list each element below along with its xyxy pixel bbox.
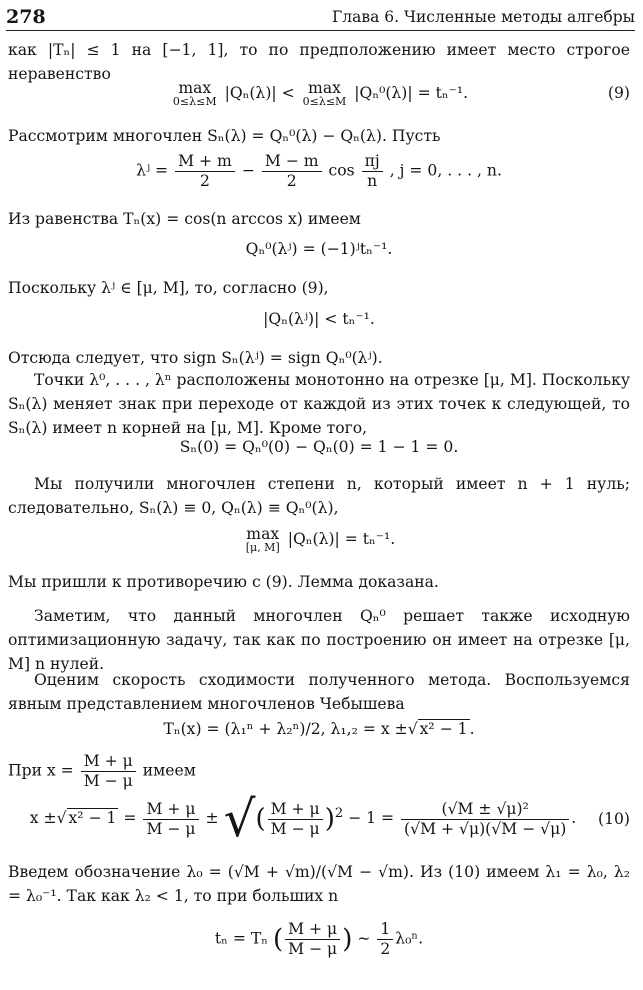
equation-number-9: (9) [607, 84, 630, 102]
paragraph-5: Отсюда следует, что sign Sₙ(λʲ) = sign Qₙ⁰(λʲ). [8, 349, 383, 367]
max-operator: max [μ, M] [245, 525, 280, 554]
running-header [6, 4, 635, 31]
equation-s0: Sₙ(0) = Qₙ⁰(0) − Qₙ(0) = 1 − 1 = 0. [179, 438, 459, 456]
paragraph-9: Заметим, что данный многочлен Qₙ⁰ решает также исходную оптимизационную задачу, так как по построению он имеет на отрезке [μ, M] n нулей. [8, 607, 630, 673]
paragraph-3: Из равенства Tₙ(x) = cos(n arccos x) имеем [8, 210, 361, 228]
paragraph-10: Оценим скорость сходимости полученного метода. Воспользуемся явным представлением многочленов Чебышева [8, 671, 630, 713]
equation-chebyshev: Tₙ(x) = (λ₁ⁿ + λ₂ⁿ)/2, λ₁,₂ = x ±√ x² − 1 . [163, 720, 475, 738]
equation-tn-asymptotic: tₙ = Tₙ ( $\frac{M + \mu}{M - \mu}$ ) ∼ $\frac{1}{2}$ λ₀ⁿ. [214, 920, 424, 958]
equation-max-qn: max [μ, M] |Qₙ(λ)| = tₙ⁻¹. [245, 525, 396, 554]
equation-number-10: (10) [597, 810, 630, 828]
equation-9 [8, 80, 630, 108]
equation-lambda-j: λʲ = $\frac{M + m}{2}$ − $\frac{M - m}{2}$ cos $\frac{\pi j}{n}$ , j = 0, . . . , n. [136, 152, 502, 190]
equation-q0: Qₙ⁰(λʲ) = (−1)ʲtₙ⁻¹. [245, 240, 393, 258]
max-operator: max 0≤λ≤M [302, 79, 347, 108]
eq9-rhs: |Qₙ⁰(λ)| = tₙ⁻¹. [354, 84, 469, 102]
equation-10: x ±√ x² − 1 = $\frac{M + \mu}{M - \mu}$ ± √( $\frac{M + \mu}{M - \mu}$ )$^2$ − 1 = $\frac{\text{(√M ± √μ)²}}{(√M + √\mu)(√M - √\mu)}$ . [29, 790, 577, 848]
paragraph-4: Поскольку λʲ ∈ [μ, M], то, согласно (9), [8, 279, 329, 297]
eq9-lhs: |Qₙ(λ)| < [224, 84, 295, 102]
paragraph-6: Точки λ⁰, . . . , λⁿ расположены монотонно на отрезке [μ, M]. Поскольку Sₙ(λ) меняет знак при переходе от каждой из этих точек к следующей, то Sₙ(λ) имеет n корней на [μ, M]. Кроме того, [8, 371, 630, 437]
paragraph-11: При x = $\frac{M + \mu}{M - \mu}$ имеем [8, 752, 196, 790]
paragraph-8: Мы пришли к противоречию с (9). Лемма доказана. [8, 573, 439, 591]
chapter-title: Глава 6. Численные методы алгебры [332, 8, 635, 26]
paragraph-7: Мы получили многочлен степени n, который имеет n + 1 нуль; следовательно, Sₙ(λ) ≡ 0, Qₙ(λ) ≡ Qₙ⁰(λ), [8, 475, 630, 517]
page-number: 278 [6, 6, 46, 28]
paragraph-12: Введем обозначение λ₀ = (√M + √m)/(√M − √m). Из (10) имеем λ₁ = λ₀, λ₂ = λ₀⁻¹. Так как λ₂ < 1, то при больших n [8, 863, 630, 905]
equation-qn-bound: |Qₙ(λʲ)| < tₙ⁻¹. [263, 310, 375, 328]
paragraph-2: Рассмотрим многочлен Sₙ(λ) = Qₙ⁰(λ) − Qₙ(λ). Пусть [8, 127, 441, 145]
max-operator: max 0≤λ≤M [172, 79, 217, 108]
paragraph-1: как |Tₙ| ≤ 1 на [−1, 1], то по предположению имеет место строгое неравенство [8, 41, 630, 83]
